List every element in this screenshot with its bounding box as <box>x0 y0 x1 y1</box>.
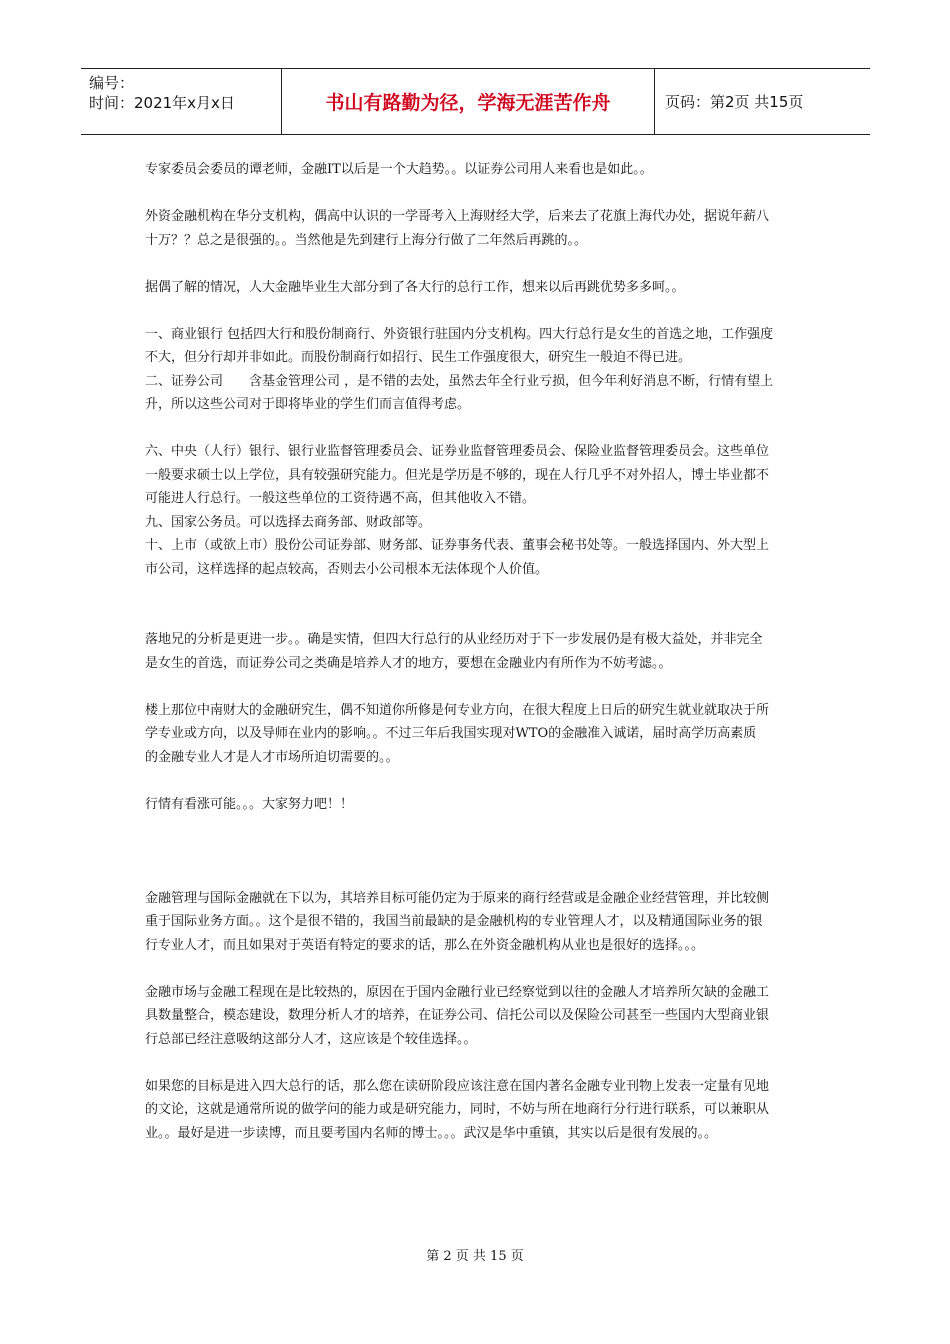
header-meta <box>81 69 282 134</box>
paragraph <box>145 323 810 417</box>
text-line: 行总部已经注意吸纳这部分人才，这应该是个较佳选择。。 <box>145 1031 477 1047</box>
text-line: 一、商业银行 包括四大行和股份制商行、外资银行驻国内分支机构。四大行总行是女生的首选之地，工作强度 <box>145 326 774 342</box>
paragraph <box>145 887 810 958</box>
paragraph <box>145 158 810 182</box>
text-line: 六、中央（人行）银行、银行业监督管理委员会、证券业监督管理委员会、保险业监督管理委员会。这些单位 <box>145 444 770 459</box>
paragraph <box>145 981 810 1052</box>
text-line: 落地兄的分析是更进一步。。确是实情，但四大行总行的从业经历对于下一步发展仍是有极大益处，并非完全 <box>145 632 763 647</box>
text-line: 行情有看涨可能。。。大家努力吧！！ <box>145 796 354 812</box>
text-line: 一般要求硕士以上学位，具有较强研究能力。但光是学历是不够的，现在人行几乎不对外招人，博士毕业都不 <box>145 467 770 483</box>
text-line: 二、证券公司 含基金管理公司 ，是不错的去处，虽然去年全行业亏损，但今年利好消息不断，行情有望上 <box>145 373 774 389</box>
text-line: 业。。最好是进一步读博，而且要考国内名师的博士。。。武汉是华中重镇，其实以后是很有发展的。。 <box>145 1125 718 1141</box>
text-line: 市公司，这样选择的起点较高，否则去小公司根本无法体现个人价值。 <box>145 561 549 577</box>
document-time: 时间：2021年x月x日 <box>89 94 235 112</box>
text-line: 十、上市（或欲上市）股份公司证券部、财务部、证券事务代表、董事会秘书处等。一般选择国内、外大型上 <box>145 538 770 553</box>
paragraph <box>145 699 810 770</box>
document-number: 编号： <box>89 74 135 92</box>
header-page-number: 页码：第2页 共15页 <box>665 93 804 111</box>
text-line: 楼上那位中南财大的金融研究生，偶不知道你所修是何专业方向，在很大程度上日后的研究生就业就取决于所 <box>145 702 770 718</box>
paragraph <box>145 628 810 675</box>
text-line: 学专业或方向，以及导师在业内的影响。。不过三年后我国实现对WTO的金融准入诚诺，届时高学历高素质 <box>145 726 757 741</box>
text-line: 十万？？总之是很强的。。当然他是先到建行上海分行做了二年然后再跳的。。 <box>145 232 588 248</box>
paragraph <box>145 1075 810 1146</box>
paragraph <box>145 793 810 817</box>
text-line: 专家委员会委员的谭老师，金融IT以后是一个大趋势。。以证券公司用人来看也是如此。。 <box>145 162 653 177</box>
paragraph <box>145 205 810 252</box>
text-line: 外资金融机构在华分支机构，偶高中认识的一学哥考入上海财经大学，后来去了花旗上海代办处，据说年薪八 <box>145 209 770 224</box>
text-line: 的文论，这就是通常所说的做学问的能力或是研究能力，同时，不妨与所在地商行分行进行联系，可以兼职从 <box>145 1102 770 1117</box>
text-line: 具数量整合，模态建设，数理分析人才的培养，在证券公司、信托公司以及保险公司甚至一些国内大型商业银 <box>145 1008 770 1023</box>
paragraph <box>145 440 810 581</box>
text-line: 金融管理与国际金融就在下以为，其培养目标可能仍定为于原来的商行经营或是金融企业经营管理，并比较侧 <box>145 890 770 906</box>
text-line: 据偶了解的情况，人大金融毕业生大部分到了各大行的总行工作，想来以后再跳优势多多呵。。 <box>145 279 685 295</box>
text-line: 如果您的目标是进入四大总行的话，那么您在读研阶段应该注意在国内著名金融专业刊物上发表一定量有见地 <box>145 1078 770 1094</box>
page-footer: 第 2 页 共 15 页 <box>426 1249 524 1264</box>
text-line: 是女生的首选，而证券公司之类确是培养人才的地方，要想在金融业内有所作为不妨考滤。。 <box>145 655 672 671</box>
text-line: 的金融专业人才是人才市场所迫切需要的。。 <box>145 749 399 765</box>
paragraph <box>145 276 810 300</box>
text-line: 行专业人才，而且如果对于英语有特定的要求的话，那么在外资金融机构从业也是很好的选择。。。 <box>145 937 705 953</box>
document-body <box>145 158 810 1145</box>
header-motto: 书山有路勤为径，学海无涯苦作舟 <box>282 69 655 134</box>
text-line: 不大，但分行却并非如此。而股份制商行如招行、民生工作强度很大，研究生一般迫不得已进。 <box>145 350 692 365</box>
text-line: 升，所以这些公司对于即将毕业的学生们而言值得考虑。 <box>145 397 471 412</box>
page-header <box>81 68 870 135</box>
text-line: 金融市场与金融工程现在是比较热的，原因在于国内金融行业已经察觉到以往的金融人才培养所欠缺的金融工 <box>145 984 770 1000</box>
text-line: 重于国际业务方面。。这个是很不错的，我国当前最缺的是金融机构的专业管理人才，以及精通国际业务的银 <box>145 914 763 929</box>
text-line: 九、国家公务员。可以选择去商务部、财政部等。 <box>145 514 432 530</box>
text-line: 可能进人行总行。一般这些单位的工资待遇不高，但其他收入不错。 <box>145 491 536 506</box>
